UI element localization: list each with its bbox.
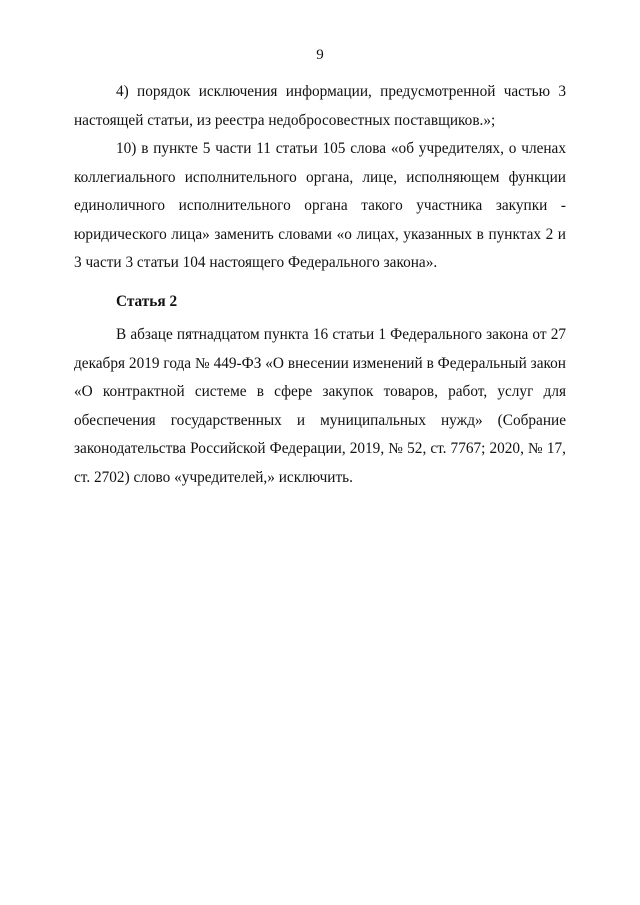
- document-body: [74, 78, 566, 492]
- paragraph-item-4-continuation: 4) порядок исключения информации, предусмотренной частью 3 настоящей статьи, из реестра недобросовестных поставщиков.»;: [74, 83, 566, 129]
- article-heading: Статья 2: [116, 292, 178, 310]
- page-number: 9: [316, 47, 324, 63]
- paragraph-article-2: В абзаце пятнадцатом пункта 16 статьи 1 Федерального закона от 27 декабря 2019 года № 449-ФЗ «О внесении изменений в Федеральный закон «О контрактной системе в сфере закупок товаров, работ, услуг для обеспечения государственных и муниципальных нужд» (Собрание законодательства Российской Федерации, 2019, № 52, ст. 7767; 2020, № 17, ст. 2702) слово «учредителей,» исключить.: [74, 326, 566, 486]
- paragraph-item-10: 10) в пункте 5 части 11 статьи 105 слова «об учредителях, о членах коллегиального исполнительного органа, лице, исполняющем функции единоличного исполнительного органа такого участника закупки - юридического лица» заменить словами «о лицах, указанных в пунктах 2 и 3 части 3 статьи 104 настоящего Федерального закона».: [74, 140, 566, 271]
